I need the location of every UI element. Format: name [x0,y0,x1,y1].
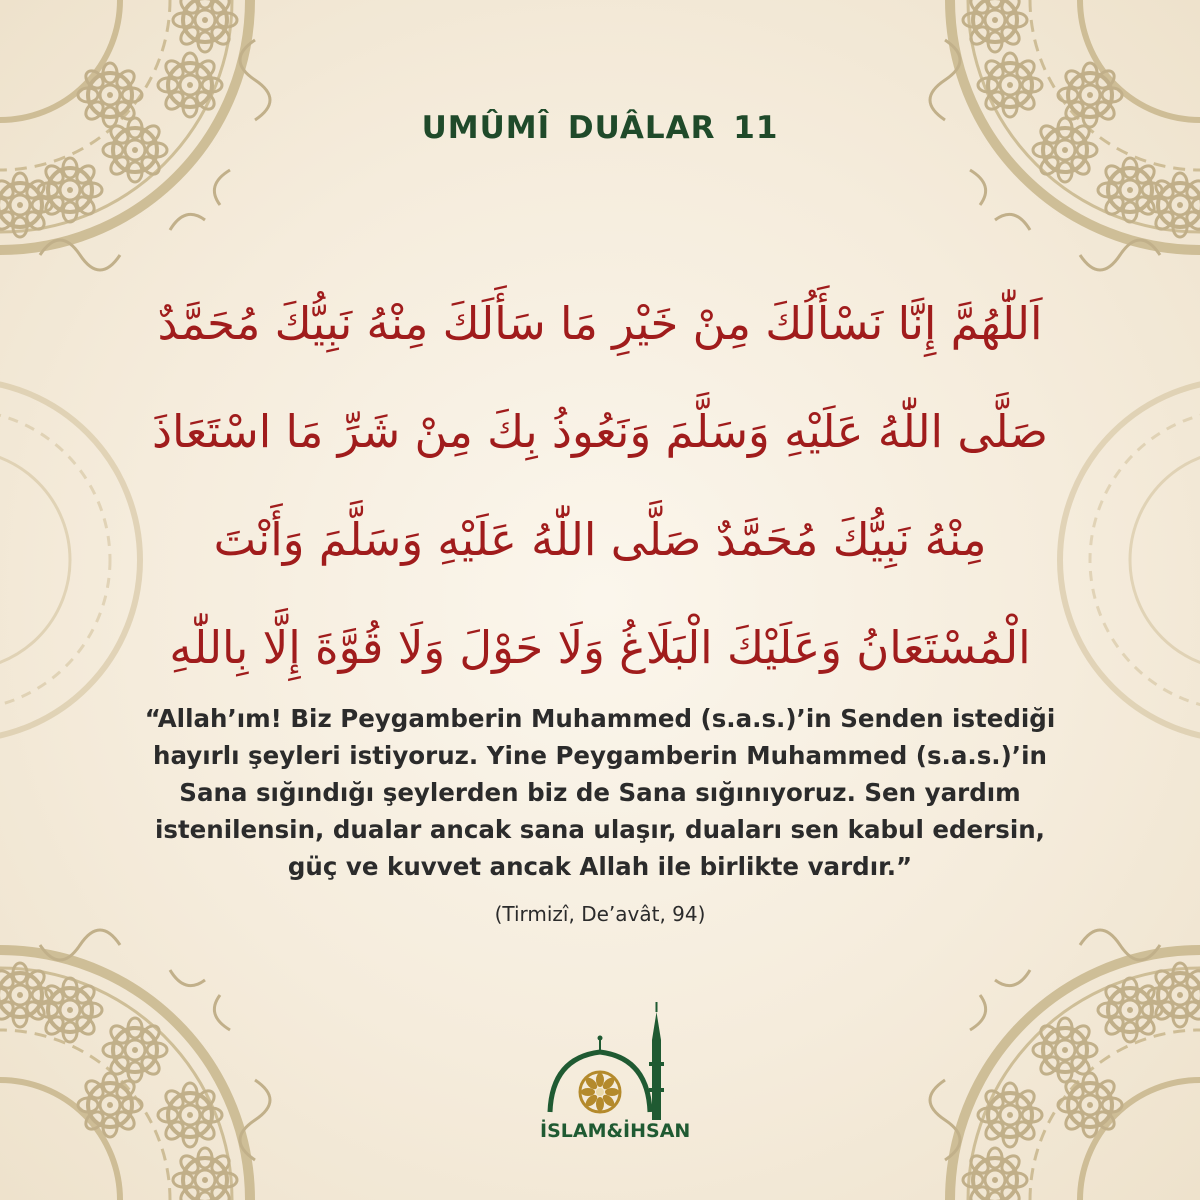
turkish-translation [130,700,1070,885]
brand-logo [540,1000,691,1160]
translation-line-2: hayırlı şeyleri istiyoruz. Yine Peygamberin Muhammed (s.a.s.)’in [153,741,1047,770]
mosque-dome-minaret-logo-icon [540,1000,670,1125]
translation-line-3: Sana sığındığı şeylerden biz de Sana sığınıyoruz. Sen yardım [179,778,1021,807]
arabic-line-3: مِنْهُ نَبِيُّكَ مُحَمَّدٌ صَلَّى اللّٰهُ عَلَيْهِ وَسَلَّمَ وَأَنْتَ [213,513,987,566]
arabic-line-2: صَلَّى اللّٰهُ عَلَيْهِ وَسَلَّمَ وَنَعُوذُ بِكَ مِنْ شَرِّ مَا اسْتَعَاذَ [152,405,1048,458]
arabic-line-4: الْمُسْتَعَانُ وَعَلَيْكَ الْبَلَاغُ وَلَا حَوْلَ وَلَا قُوَّةَ إِلَّا بِاللّٰهِ [169,621,1031,674]
page-title: UMÛMÎ DUÂLAR 11 [421,110,779,146]
brand-logo-text: İSLAM&İHSAN [540,1120,691,1142]
arabic-line-1: اَللّٰهُمَّ إِنَّا نَسْأَلُكَ مِنْ خَيْرِ مَا سَأَلَكَ مِنْهُ نَبِيُّكَ مُحَمَّدٌ [157,297,1043,350]
translation-line-5: güç ve kuvvet ancak Allah ile birlikte vardır.” [287,852,913,881]
translation-line-4: istenilensin, dualar ancak sana ulaşır, duaları sen kabul edersin, [154,815,1045,844]
arabic-prayer-text [110,270,1090,702]
translation-line-1: “Allah’ım! Biz Peygamberin Muhammed (s.a.s.)’in Senden istediği [144,704,1056,733]
source-citation: (Tirmizî, De’avât, 94) [494,902,706,926]
